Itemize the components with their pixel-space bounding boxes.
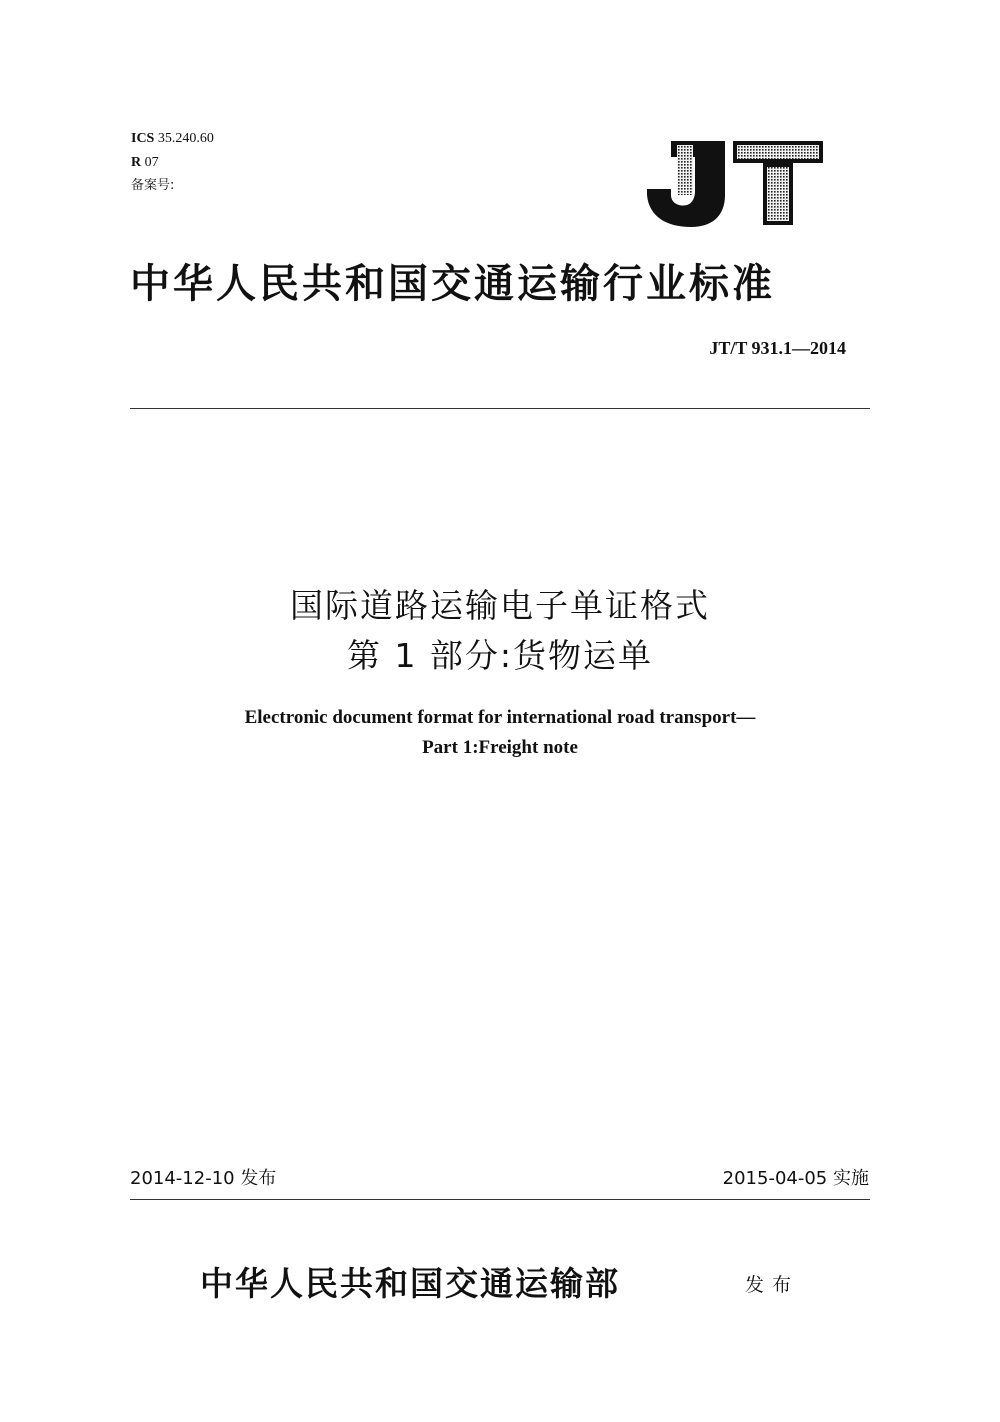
bottom-divider bbox=[130, 1199, 870, 1200]
issuer-action: 发布 bbox=[745, 1274, 800, 1296]
publish-date: 2014-12-10 发布 bbox=[130, 1168, 277, 1189]
ics-label: ICS bbox=[131, 131, 155, 146]
title-en-line2: Part 1:Freight note bbox=[422, 737, 578, 758]
ics-code: 35.240.60 bbox=[157, 131, 214, 146]
industry-standard-title: 中华人民共和国交通运输行业标准 bbox=[130, 260, 775, 307]
ccs-label: R bbox=[131, 155, 142, 170]
jt-logo bbox=[645, 137, 825, 229]
issuer-name: 中华人民共和国交通运输部 bbox=[200, 1264, 620, 1303]
title-en-line1: Electronic document format for international road transport— bbox=[244, 707, 756, 728]
ccs-code: 07 bbox=[144, 155, 159, 170]
record-number-label: 备案号: bbox=[131, 178, 175, 193]
standard-number: JT/T 931.1—2014 bbox=[709, 338, 846, 358]
title-cn-line1: 国际道路运输电子单证格式 bbox=[290, 586, 710, 625]
ics-line bbox=[131, 131, 214, 147]
implement-date: 2015-04-05 实施 bbox=[722, 1168, 869, 1189]
ccs-line bbox=[131, 155, 159, 171]
logo-letters bbox=[647, 141, 823, 227]
title-cn-line2: 第 1 部分:货物运单 bbox=[346, 636, 654, 675]
top-divider bbox=[130, 408, 870, 409]
